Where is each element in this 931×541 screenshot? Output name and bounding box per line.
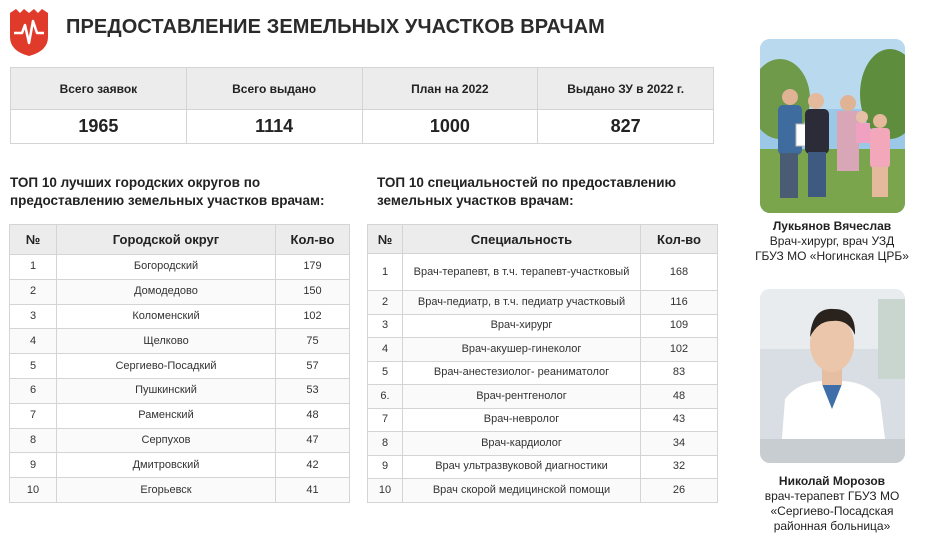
person2-name: Николай Морозов (778, 474, 886, 488)
districts-cell-number: 9 (10, 453, 57, 478)
specialties-cell-name: Врач-хирург (403, 314, 641, 338)
districts-col-number: № (10, 225, 57, 255)
specialties-cell-number: 9 (368, 455, 403, 479)
districts-cell-name: Щелково (57, 329, 276, 354)
summary-header-total-issued: Всего выдано (186, 68, 362, 110)
specialties-cell-count: 116 (641, 291, 718, 315)
districts-row (10, 378, 350, 403)
districts-heading-line2: предоставлению земельных участков врачам: (10, 193, 325, 208)
specialties-cell-count: 109 (641, 314, 718, 338)
specialties-row (368, 291, 718, 315)
specialties-cell-count: 48 (641, 385, 718, 409)
specialties-row (368, 432, 718, 456)
specialties-cell-name: Врач-кардиолог (403, 432, 641, 456)
specialties-cell-number: 6. (368, 385, 403, 409)
districts-row (10, 453, 350, 478)
districts-cell-number: 5 (10, 354, 57, 379)
specialties-cell-number: 10 (368, 479, 403, 503)
districts-cell-name: Серпухов (57, 428, 276, 453)
districts-cell-number: 8 (10, 428, 57, 453)
specialties-cell-name: Врач-анестезиолог- реаниматолог (403, 361, 641, 385)
specialties-heading-line1: ТОП 10 специальностей по предоставлению (377, 175, 677, 190)
districts-cell-name: Домодедово (57, 279, 276, 304)
specialties-cell-number: 1 (368, 254, 403, 291)
specialties-cell-number: 5 (368, 361, 403, 385)
summary-table (10, 67, 714, 144)
districts-heading-line1: ТОП 10 лучших городских округов по (10, 175, 261, 190)
specialties-row (368, 455, 718, 479)
specialties-cell-number: 8 (368, 432, 403, 456)
specialties-cell-count: 168 (641, 254, 718, 291)
summary-header-plan-2022: План на 2022 (362, 68, 538, 110)
districts-cell-count: 42 (276, 453, 350, 478)
districts-cell-count: 57 (276, 354, 350, 379)
districts-row (10, 329, 350, 354)
specialties-cell-number: 2 (368, 291, 403, 315)
specialties-cell-count: 43 (641, 408, 718, 432)
specialties-row (368, 385, 718, 409)
specialties-col-specialty: Специальность (403, 225, 641, 254)
districts-cell-name: Дмитровский (57, 453, 276, 478)
districts-table (9, 224, 350, 503)
person1-position: Врач-хирург, врач УЗД (769, 234, 895, 248)
person2-caption (736, 474, 928, 534)
specialties-row (368, 314, 718, 338)
person1-caption (736, 219, 928, 264)
specialties-col-number: № (368, 225, 403, 254)
specialties-row (368, 338, 718, 362)
specialties-col-count: Кол-во (641, 225, 718, 254)
summary-value-total-issued: 1114 (186, 110, 362, 144)
districts-heading (10, 174, 325, 210)
summary-value-total-applications: 1965 (11, 110, 187, 144)
specialties-row (368, 254, 718, 291)
districts-row (10, 255, 350, 280)
districts-cell-number: 10 (10, 478, 57, 503)
person1-name: Лукьянов Вячеслав (772, 219, 892, 233)
districts-cell-name: Коломенский (57, 304, 276, 329)
districts-cell-number: 4 (10, 329, 57, 354)
districts-cell-number: 1 (10, 255, 57, 280)
districts-cell-count: 75 (276, 329, 350, 354)
districts-cell-count: 179 (276, 255, 350, 280)
specialties-cell-count: 83 (641, 361, 718, 385)
specialties-cell-name: Врач-невролог (403, 408, 641, 432)
districts-row (10, 428, 350, 453)
person2-position: врач-терапевт ГБУЗ МО (764, 489, 900, 503)
person2-workplace-line2: районная больница» (773, 519, 891, 533)
districts-cell-count: 53 (276, 378, 350, 403)
specialties-cell-count: 102 (641, 338, 718, 362)
summary-value-issued-2022: 827 (538, 110, 714, 144)
specialties-cell-name: Врач скорой медицинской помощи (403, 479, 641, 503)
specialties-cell-count: 32 (641, 455, 718, 479)
districts-cell-number: 2 (10, 279, 57, 304)
specialties-cell-name: Врач-рентгенолог (403, 385, 641, 409)
specialties-cell-count: 26 (641, 479, 718, 503)
specialties-cell-name: Врач-терапевт, в т.ч. терапевт-участковый (403, 254, 641, 291)
districts-cell-count: 102 (276, 304, 350, 329)
specialties-row (368, 361, 718, 385)
districts-row (10, 304, 350, 329)
districts-row (10, 354, 350, 379)
districts-row (10, 279, 350, 304)
specialties-row (368, 408, 718, 432)
person1-workplace: ГБУЗ МО «Ногинская ЦРБ» (755, 249, 909, 263)
districts-cell-name: Пушкинский (57, 378, 276, 403)
family-photo (760, 39, 905, 213)
districts-cell-name: Сергиево-Посадкий (57, 354, 276, 379)
specialties-row (368, 479, 718, 503)
specialties-cell-count: 34 (641, 432, 718, 456)
districts-cell-number: 6 (10, 378, 57, 403)
districts-col-count: Кол-во (276, 225, 350, 255)
specialties-cell-name: Врач-педиатр, в т.ч. педиатр участковый (403, 291, 641, 315)
districts-row (10, 403, 350, 428)
summary-header-issued-2022: Выдано ЗУ в 2022 г. (538, 68, 714, 110)
districts-col-district: Городской округ (57, 225, 276, 255)
districts-cell-name: Раменский (57, 403, 276, 428)
districts-cell-name: Богородский (57, 255, 276, 280)
specialties-cell-number: 3 (368, 314, 403, 338)
specialties-heading-line2: земельных участков врачам: (377, 193, 574, 208)
districts-cell-count: 41 (276, 478, 350, 503)
summary-value-plan-2022: 1000 (362, 110, 538, 144)
districts-cell-number: 3 (10, 304, 57, 329)
doctor-portrait-photo (760, 289, 905, 463)
specialties-cell-number: 4 (368, 338, 403, 362)
districts-row (10, 478, 350, 503)
specialties-table (367, 224, 718, 503)
specialties-heading (377, 174, 676, 210)
specialties-cell-name: Врач ультразвуковой диагностики (403, 455, 641, 479)
summary-header-total-applications: Всего заявок (11, 68, 187, 110)
page-title: ПРЕДОСТАВЛЕНИЕ ЗЕМЕЛЬНЫХ УЧАСТКОВ ВРАЧАМ (66, 16, 605, 38)
districts-cell-count: 47 (276, 428, 350, 453)
person2-workplace-line1: «Сергиево-Посадская (770, 504, 894, 518)
coat-of-arms-logo-icon (8, 7, 50, 57)
districts-cell-name: Егорьевск (57, 478, 276, 503)
specialties-cell-number: 7 (368, 408, 403, 432)
districts-cell-count: 48 (276, 403, 350, 428)
districts-cell-count: 150 (276, 279, 350, 304)
specialties-cell-name: Врач-акушер-гинеколог (403, 338, 641, 362)
districts-cell-number: 7 (10, 403, 57, 428)
